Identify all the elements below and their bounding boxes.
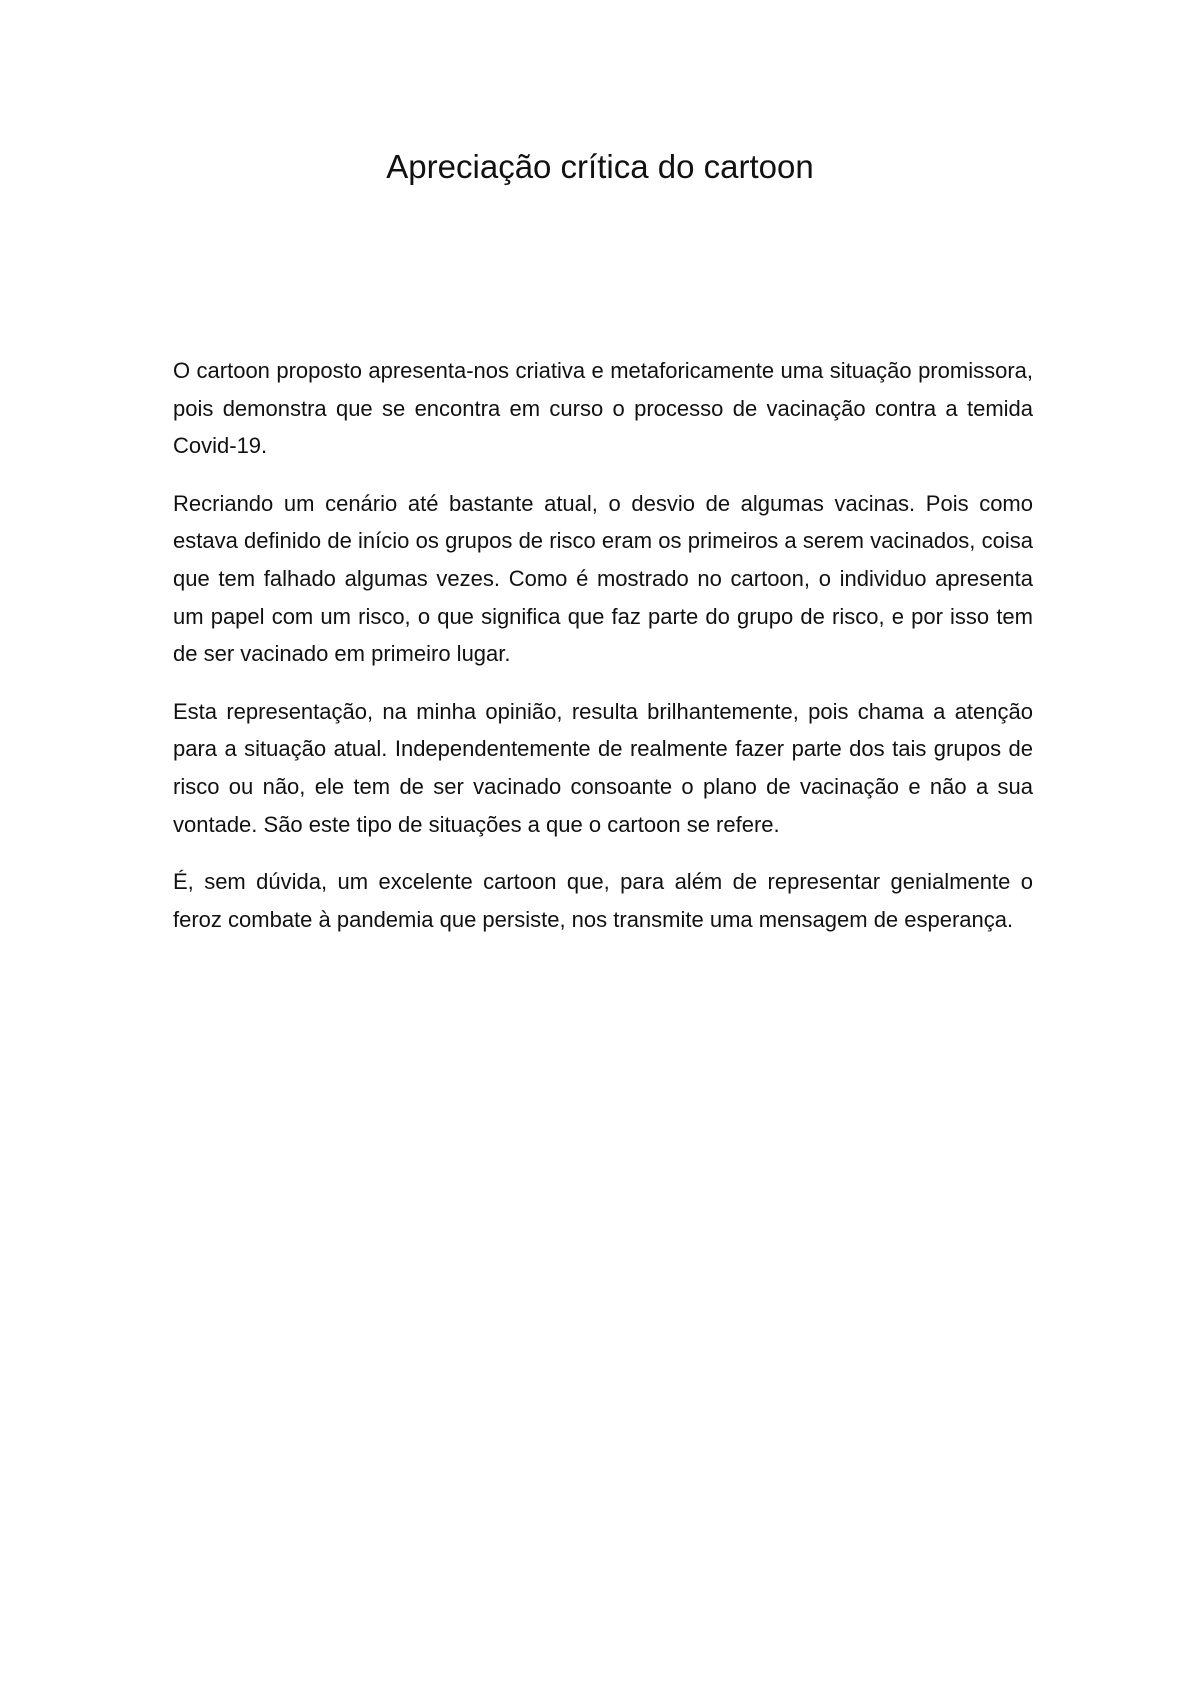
document-body	[173, 352, 1033, 958]
paragraph-intro: O cartoon proposto apresenta-nos criativa e metaforicamente uma situação promissora, pois demonstra que se encontra em curso o processo de vacinação contra a temida Covid-19.	[173, 358, 1033, 459]
paragraph-context: Recriando um cenário até bastante atual, o desvio de algumas vacinas. Pois como estava definido de início os grupos de risco eram os primeiros a serem vacinados, coisa que tem falhado algumas vezes. Como é mostrado no cartoon, o individuo apresenta um papel com um risco, o que significa que faz parte do grupo de risco, e por isso tem de ser vacinado em primeiro lugar.	[173, 490, 1033, 667]
paragraph-conclusion: É, sem dúvida, um excelente cartoon que, para além de representar genialmente o feroz combate à pandemia que persiste, nos transmite uma mensagem de esperança.	[173, 869, 1033, 932]
document-title: Apreciação crítica do cartoon	[386, 148, 814, 185]
paragraph-opinion: Esta representação, na minha opinião, resulta brilhantemente, pois chama a atenção para a situação atual. Independentemente de realmente fazer parte dos tais grupos de risco ou não, ele tem de ser vacinado consoante o plano de vacinação e não a sua vontade. São este tipo de situações a que o cartoon se refere.	[173, 698, 1033, 837]
